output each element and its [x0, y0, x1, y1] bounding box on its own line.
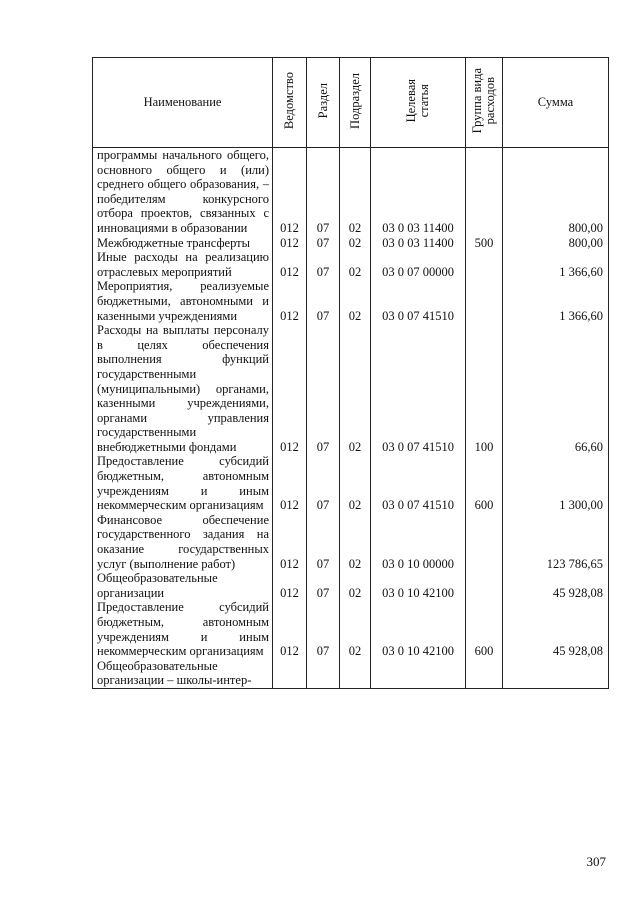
table-row [93, 236, 609, 251]
header-summa: Сумма [503, 58, 609, 148]
header-vedomstvo: Ведомство [273, 58, 307, 148]
cell-razdel: 07 [307, 571, 340, 600]
table-row [93, 279, 609, 323]
cell-razdel: 07 [307, 323, 340, 454]
cell-vedomstvo: 012 [273, 454, 307, 512]
header-razdel: Раздел [307, 58, 340, 148]
cell-podrazdel: 02 [340, 250, 371, 279]
cell-name: Иные расходы на реализацию отраслевых мероприятий [93, 250, 273, 279]
cell-vedomstvo: 012 [273, 323, 307, 454]
header-podrazdel: Подраздел [340, 58, 371, 148]
cell-razdel: 07 [307, 513, 340, 571]
cell-summa: 45 928,08 [503, 600, 609, 658]
cell-summa: 800,00 [503, 148, 609, 236]
header-gruppa-vida-rashodov: Группа вида расходов [466, 58, 503, 148]
cell-celevaya-statya: 03 0 03 11400 [371, 236, 466, 251]
cell-gruppa-vida [466, 571, 503, 600]
cell-celevaya-statya [371, 659, 466, 689]
table-row [93, 323, 609, 454]
header-celevaya-statya: Целевая статья [371, 58, 466, 148]
cell-razdel: 07 [307, 250, 340, 279]
cell-podrazdel: 02 [340, 571, 371, 600]
cell-podrazdel [340, 659, 371, 689]
cell-razdel: 07 [307, 600, 340, 658]
cell-vedomstvo: 012 [273, 250, 307, 279]
table-row [93, 659, 609, 689]
cell-gruppa-vida [466, 659, 503, 689]
cell-summa: 123 786,65 [503, 513, 609, 571]
cell-name: Общеобразовательные организации [93, 571, 273, 600]
cell-celevaya-statya: 03 0 07 41510 [371, 454, 466, 512]
cell-summa: 800,00 [503, 236, 609, 251]
cell-gruppa-vida [466, 279, 503, 323]
table-header-row [93, 58, 609, 148]
cell-vedomstvo: 012 [273, 600, 307, 658]
cell-gruppa-vida: 500 [466, 236, 503, 251]
cell-name: Мероприятия, реализуемые бюджетными, автономными и казенными учреждениями [93, 279, 273, 323]
cell-vedomstvo: 012 [273, 279, 307, 323]
table-row [93, 600, 609, 658]
cell-celevaya-statya: 03 0 10 00000 [371, 513, 466, 571]
cell-vedomstvo: 012 [273, 513, 307, 571]
cell-gruppa-vida [466, 250, 503, 279]
cell-razdel: 07 [307, 236, 340, 251]
cell-gruppa-vida: 600 [466, 454, 503, 512]
cell-vedomstvo: 012 [273, 571, 307, 600]
cell-summa: 1 366,60 [503, 279, 609, 323]
table-row [93, 148, 609, 236]
cell-celevaya-statya: 03 0 07 41510 [371, 279, 466, 323]
cell-name: Предоставление субсидий бюджетным, автономным учреждениям и иным некоммерческим организациям [93, 454, 273, 512]
table-body [93, 148, 609, 689]
cell-gruppa-vida: 100 [466, 323, 503, 454]
cell-podrazdel: 02 [340, 454, 371, 512]
cell-name: программы начального общего, основного общего и (или) среднего общего образования, – победителям конкурсного отбора проектов, связанных с инновациями в образовании [93, 148, 273, 236]
cell-podrazdel: 02 [340, 279, 371, 323]
cell-summa [503, 659, 609, 689]
cell-summa: 1 300,00 [503, 454, 609, 512]
cell-summa: 66,60 [503, 323, 609, 454]
cell-podrazdel: 02 [340, 513, 371, 571]
cell-podrazdel: 02 [340, 148, 371, 236]
budget-table [92, 57, 609, 689]
cell-vedomstvo: 012 [273, 236, 307, 251]
cell-celevaya-statya: 03 0 10 42100 [371, 600, 466, 658]
cell-podrazdel: 02 [340, 600, 371, 658]
cell-gruppa-vida: 600 [466, 600, 503, 658]
table-row [93, 571, 609, 600]
table-row [93, 513, 609, 571]
page-number: 307 [586, 854, 606, 869]
cell-vedomstvo [273, 659, 307, 689]
cell-name: Финансовое обеспечение государственного задания на оказание государственных услуг (выполнение работ) [93, 513, 273, 571]
cell-name: Расходы на выплаты персоналу в целях обеспечения выполнения функций государственными (муниципальными) органами, казенными учреждениями, органами управления государственными внебюджетными фондами [93, 323, 273, 454]
table-row [93, 454, 609, 512]
cell-vedomstvo: 012 [273, 148, 307, 236]
header-name: Наименование [93, 58, 273, 148]
cell-name: Общеобразовательные организации – школы-интер- [93, 659, 273, 689]
cell-gruppa-vida [466, 513, 503, 571]
cell-name: Предоставление субсидий бюджетным, автономным учреждениям и иным некоммерческим организациям [93, 600, 273, 658]
cell-razdel: 07 [307, 454, 340, 512]
cell-podrazdel: 02 [340, 323, 371, 454]
cell-name: Межбюджетные трансферты [93, 236, 273, 251]
table-row [93, 250, 609, 279]
cell-summa: 1 366,60 [503, 250, 609, 279]
cell-celevaya-statya: 03 0 07 41510 [371, 323, 466, 454]
cell-podrazdel: 02 [340, 236, 371, 251]
cell-razdel [307, 659, 340, 689]
cell-celevaya-statya: 03 0 10 42100 [371, 571, 466, 600]
cell-celevaya-statya: 03 0 07 00000 [371, 250, 466, 279]
cell-gruppa-vida [466, 148, 503, 236]
cell-razdel: 07 [307, 279, 340, 323]
cell-summa: 45 928,08 [503, 571, 609, 600]
cell-celevaya-statya: 03 0 03 11400 [371, 148, 466, 236]
cell-razdel: 07 [307, 148, 340, 236]
